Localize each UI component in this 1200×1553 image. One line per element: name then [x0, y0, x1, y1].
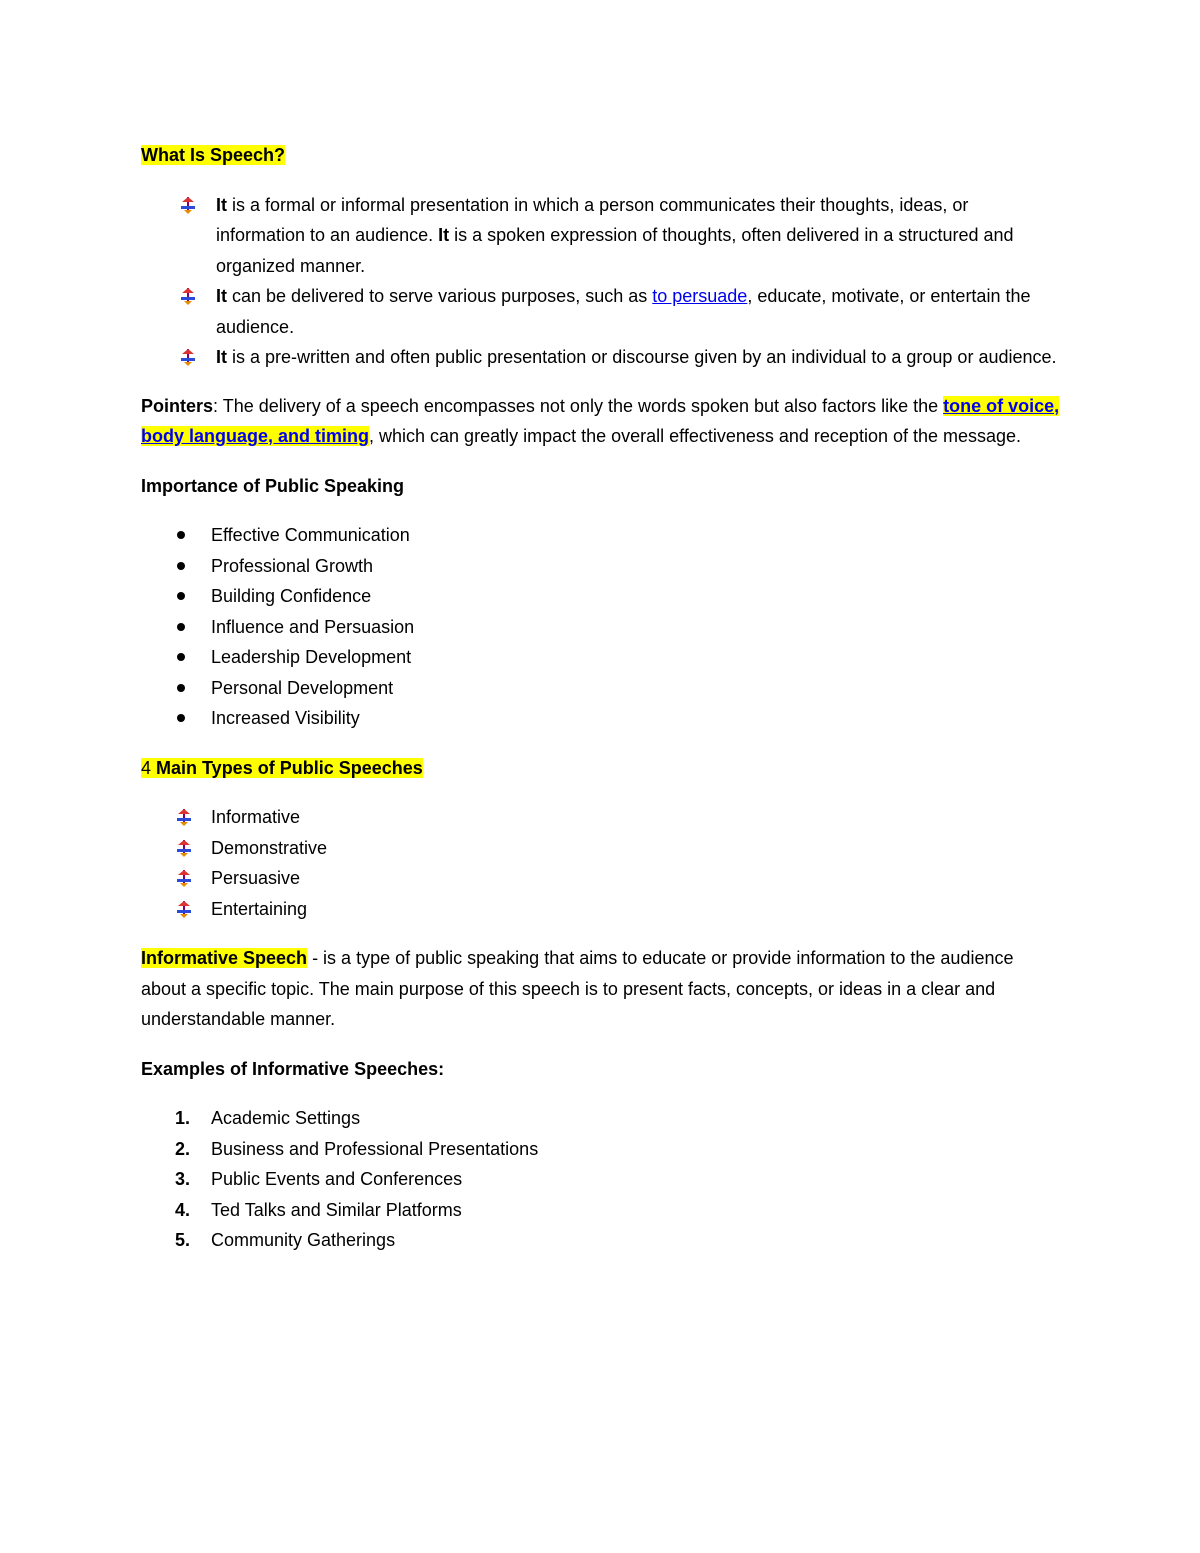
- list-item: Building Confidence: [141, 581, 1061, 612]
- list-item: It is a formal or informal presentation in which a person communicates their thoughts, ideas, or information to an audience. It is a spoken expression of thoughts, often delivered in a structured and organized manner.: [141, 190, 1061, 282]
- list-item: Entertaining: [141, 894, 1061, 925]
- bullet-dot-icon: [177, 653, 185, 661]
- list-item: Personal Development: [141, 673, 1061, 704]
- list-item: Leadership Development: [141, 642, 1061, 673]
- list-number: 2.: [175, 1138, 191, 1159]
- importance-list: [141, 520, 1061, 734]
- list-item: It can be delivered to serve various purposes, such as to persuade, educate, motivate, or entertain the audience.: [141, 281, 1061, 342]
- bullet-dot-icon: [177, 592, 185, 600]
- list-item: 2. Business and Professional Presentations: [141, 1134, 1061, 1165]
- heading-examples: Examples of Informative Speeches:: [141, 1058, 445, 1079]
- pointers-paragraph: Pointers: The delivery of a speech encompasses not only the words spoken but also factors like the tone of voice, body language, and timing, which can greatly impact the overall effectiveness and reception of the message.: [141, 395, 1060, 446]
- document-page: [141, 140, 1061, 1256]
- list-item: Persuasive: [141, 863, 1061, 894]
- arrow-bullet-icon: [175, 869, 193, 887]
- arrow-bullet-icon: [179, 196, 197, 214]
- section-what-is-speech: [141, 140, 1061, 373]
- list-item: Professional Growth: [141, 551, 1061, 582]
- list-item: 3. Public Events and Conferences: [141, 1164, 1061, 1195]
- list-item: Demonstrative: [141, 833, 1061, 864]
- list-item: 1. Academic Settings: [141, 1103, 1061, 1134]
- arrow-bullet-icon: [175, 900, 193, 918]
- bullet-dot-icon: [177, 531, 185, 539]
- arrow-bullet-icon: [179, 348, 197, 366]
- bullet-dot-icon: [177, 623, 185, 631]
- list-item: 4. Ted Talks and Similar Platforms: [141, 1195, 1061, 1226]
- arrow-bullet-icon: [175, 808, 193, 826]
- heading-importance: Importance of Public Speaking: [141, 475, 405, 496]
- heading-what-is-speech: What Is Speech?: [141, 145, 286, 165]
- informative-paragraph: Informative Speech - is a type of public speaking that aims to educate or provide information to the audience about a specific topic. The main purpose of this speech is to present facts, concepts, or ideas in a clear and understandable manner.: [141, 948, 1014, 1029]
- list-item: Influence and Persuasion: [141, 612, 1061, 643]
- list-number: 1.: [175, 1108, 191, 1128]
- list-number: 4.: [175, 1199, 191, 1220]
- list-item: It is a pre-written and often public presentation or discourse given by an individual to a group or audience.: [141, 342, 1061, 373]
- types-list: [141, 802, 1061, 924]
- arrow-bullet-icon: [179, 287, 197, 305]
- list-item: Increased Visibility: [141, 703, 1061, 734]
- tone-voice-timing-link[interactable]: tone of voice, body language, and timing: [141, 395, 1060, 446]
- list-item: Effective Communication: [141, 520, 1061, 551]
- list-item: Informative: [141, 802, 1061, 833]
- arrow-bullet-icon: [175, 839, 193, 857]
- what-is-speech-list: [141, 190, 1061, 373]
- examples-list: [141, 1103, 1061, 1256]
- list-number: 3.: [175, 1169, 191, 1189]
- to-persuade-link[interactable]: to persuade: [652, 286, 748, 306]
- list-item: 5. Community Gatherings: [141, 1225, 1061, 1256]
- bullet-dot-icon: [177, 562, 185, 570]
- heading-main-types: 4 Main Types of Public Speeches: [141, 757, 423, 778]
- list-number: 5.: [175, 1230, 191, 1250]
- bullet-dot-icon: [177, 684, 185, 692]
- bullet-dot-icon: [177, 714, 185, 722]
